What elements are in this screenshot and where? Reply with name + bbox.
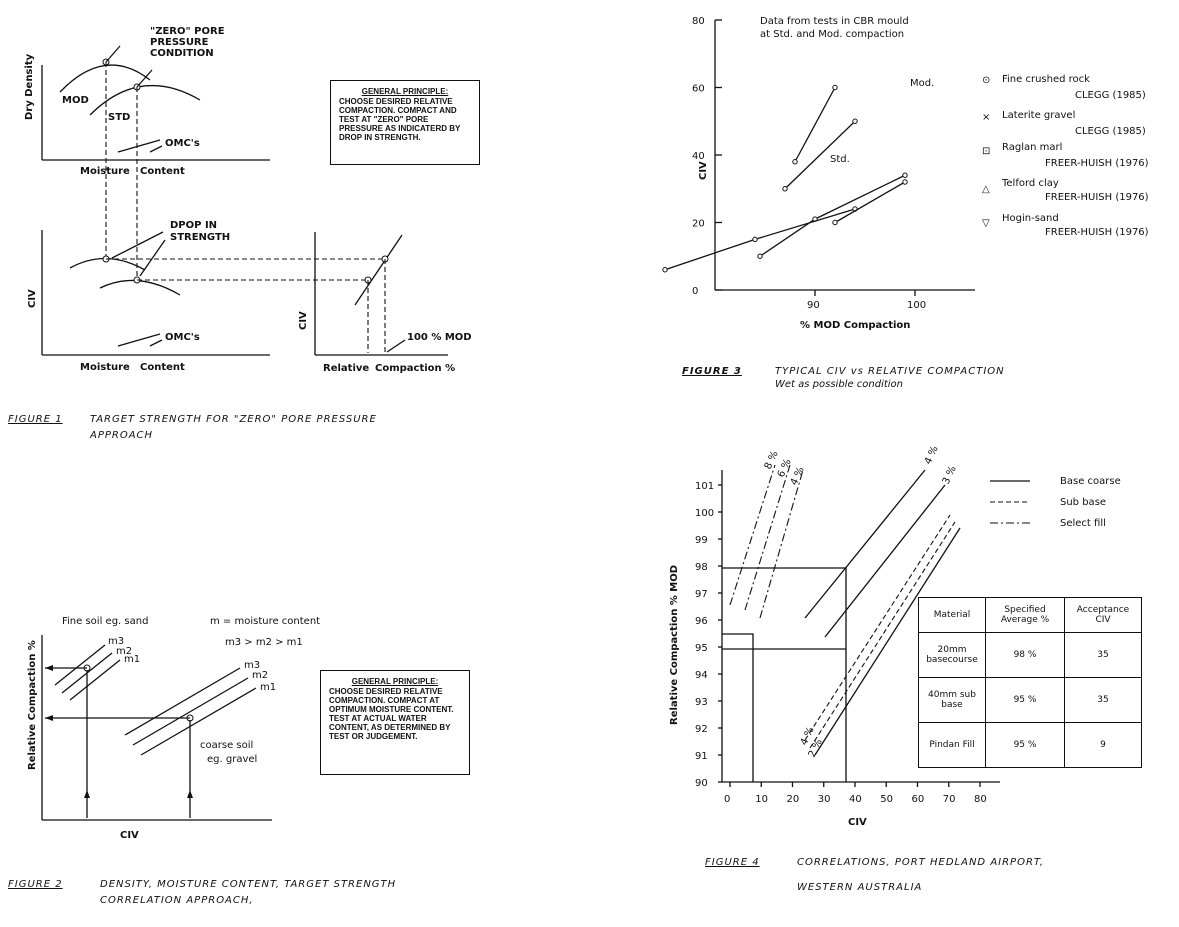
- fig3-data-point: [758, 254, 762, 258]
- fig1-principle-heading: GENERAL PRINCIPLE:: [361, 87, 449, 96]
- fig1-mod-label: MOD: [62, 95, 89, 106]
- fig3-legend-name-0: Fine crushed rock: [1002, 74, 1090, 85]
- fig2-coarse-up-arrow: [187, 790, 193, 798]
- table-cell: 95 %: [986, 678, 1065, 723]
- fig4-xtick-label: 0: [724, 794, 731, 805]
- fig1-civ-label: CIV: [27, 289, 38, 308]
- fig2-fine-m1-label: m1: [124, 654, 141, 665]
- fig3-ytick-label: 60: [692, 83, 705, 95]
- fig3-legend-symbol-3: △: [982, 184, 990, 195]
- fig2-principle-heading: GENERAL PRINCIPLE:: [351, 677, 439, 686]
- fig4-y-label: Relative Compaction % MOD: [669, 564, 680, 725]
- fig3-ticks: [692, 16, 926, 311]
- fig4-ytick-label: 96: [695, 616, 708, 627]
- fig1-compaction-label: Compaction %: [375, 363, 456, 374]
- fig3-ytick-label: 20: [692, 218, 705, 230]
- fig3-y-label: CIV: [698, 161, 709, 180]
- fig2-y-label: Relative Compaction %: [27, 640, 38, 770]
- fig3-ytick-label: 40: [692, 151, 705, 162]
- fig4-xtick-label: 20: [786, 794, 800, 805]
- fig1-caption-line-2: APPROACH: [90, 430, 154, 441]
- fig4-xtick-label: 40: [849, 794, 862, 805]
- fig4-ytick-label: 99: [695, 535, 708, 546]
- fig3-std-label: Std.: [830, 154, 850, 165]
- fig1-content-label: Content: [140, 166, 185, 177]
- table-cell: 95 %: [986, 723, 1065, 768]
- table-row: [919, 723, 1142, 768]
- fig3-caption-sub: Wet as possible condition: [775, 379, 904, 390]
- fig4-caption-line-1: CORRELATIONS, PORT HEDLAND AIRPORT,: [797, 857, 1045, 868]
- fig3-series-line: [795, 88, 835, 162]
- fig3-legend-source-3: FREER-HUISH (1976): [1045, 192, 1149, 203]
- fig3-legend-name-3: Telford clay: [1002, 178, 1059, 189]
- fig2-coarse-label-1: coarse soil: [200, 740, 254, 751]
- table-cell: 35: [1065, 678, 1142, 723]
- fig3-data-point: [903, 173, 907, 177]
- fig3-data-point: [753, 237, 757, 241]
- fig3-legend-symbol-4: ▽: [982, 218, 990, 229]
- fig3-legend-symbol-1: ×: [982, 112, 991, 123]
- fig1-caption-number: FIGURE 1: [8, 414, 63, 425]
- fig3-title-1: Data from tests in CBR mould: [760, 16, 909, 27]
- fig2-coarse-m1-label: m1: [260, 682, 277, 693]
- fig2-principle-text: CHOOSE DESIRED RELATIVE COMPACTION. COMPACT AT OPTIMUM MOISTURE CONTENT. TEST AT ACTUAL WATER CONTENT, AS DETERMINED BY TEST OR JUDGEMENT.: [329, 687, 454, 741]
- fig2-x-label: CIV: [120, 830, 139, 841]
- fig4-caption-number: FIGURE 4: [705, 857, 760, 868]
- fig4-xtick-label: 80: [974, 794, 987, 805]
- figure-3: [663, 16, 1149, 390]
- fig4-xtick-label: 70: [942, 794, 956, 805]
- fig1-drop-label-2: STRENGTH: [170, 232, 231, 243]
- fig2-coarse-m3-line: [125, 668, 240, 735]
- fig3-title-2: at Std. and Mod. compaction: [760, 29, 905, 40]
- fig3-caption-text: TYPICAL CIV vs RELATIVE COMPACTION: [775, 366, 1005, 377]
- fig2-m-order: m3 > m2 > m1: [225, 637, 303, 648]
- fig3-data-point: [853, 119, 857, 123]
- fig2-caption-line-2: CORRELATION APPROACH,: [100, 895, 254, 906]
- table-cell: 20mm basecourse: [919, 633, 986, 678]
- fig4-legend-sub: Sub base: [1060, 497, 1107, 508]
- fig1-100mod-label: 100 % MOD: [407, 332, 472, 343]
- fig1-civ-label-2: CIV: [298, 311, 309, 330]
- fig4-ytick-label: 100: [695, 508, 715, 519]
- fig1-caption-line-1: TARGET STRENGTH FOR "ZERO" PORE PRESSURE: [90, 414, 377, 425]
- fig4-acceptance-table: [918, 597, 1142, 768]
- fig4-base-4-label: 4 %: [922, 444, 941, 467]
- fig2-coarse-label-2: eg. gravel: [207, 754, 258, 765]
- fig2-caption-number: FIGURE 2: [8, 879, 63, 890]
- fig3-data-point: [783, 187, 787, 191]
- fig4-xtick-label: 10: [755, 794, 768, 805]
- fig1-omc-label: OMC's: [165, 138, 200, 149]
- fig3-data-point: [903, 180, 907, 184]
- fig3-data-point: [833, 220, 837, 224]
- fig4-ytick-label: 92: [695, 724, 708, 735]
- fig1-omc-pointer-2: [150, 146, 162, 152]
- fig1-100mod-pointer: [387, 340, 405, 352]
- fig1-moisture-label-2: Moisture: [80, 362, 130, 373]
- fig1-drop-label-1: DPOP IN: [170, 220, 218, 231]
- fig4-ref-98: [722, 568, 846, 782]
- fig2-m-definition: m = moisture content: [210, 616, 321, 627]
- fig4-fill-4-label: 4 %: [788, 465, 807, 488]
- fig4-ytick-label: 97: [695, 589, 708, 600]
- fig1-drop-pointer-2: [140, 240, 165, 276]
- fig1-principle-box: [330, 80, 480, 165]
- fig3-legend-name-4: Hogin-sand: [1002, 213, 1059, 224]
- fig3-xtick-label: 100: [907, 300, 927, 311]
- fig3-legend-symbol-0: ⊙: [982, 75, 991, 86]
- fig1-omc2-pointer-2: [150, 340, 162, 346]
- fig4-low-2-label: 2 %: [806, 737, 825, 760]
- fig4-ytick-label: 95: [695, 643, 708, 654]
- fig4-xtick-label: 60: [911, 794, 925, 805]
- fig3-legend-source-0: CLEGG (1985): [1075, 90, 1146, 101]
- fig4-ytick-label: 101: [695, 481, 715, 492]
- fig3-ytick-label: 80: [692, 16, 705, 27]
- fig4-fill-6-label: 6 %: [775, 457, 794, 480]
- fig3-mod-label: Mod.: [910, 78, 935, 89]
- fig4-xtick-label: 50: [880, 794, 893, 805]
- fig2-fine-left-arrow: [45, 665, 53, 671]
- fig1-std-strength-curve: [100, 280, 180, 295]
- fig1-content-label-2: Content: [140, 362, 185, 373]
- fig3-series-line: [835, 182, 905, 223]
- fig3-data-point: [833, 85, 837, 89]
- fig3-legend-symbol-2: ⊡: [982, 146, 991, 157]
- fig2-fine-m3-label: m3: [108, 636, 125, 647]
- fig3-x-label: % MOD Compaction: [800, 320, 911, 331]
- table-cell: 98 %: [986, 633, 1065, 678]
- fig3-caption-number: FIGURE 3: [682, 366, 742, 377]
- fig3-data-point: [793, 160, 797, 164]
- fig1-omc-label-2: OMC's: [165, 332, 200, 343]
- fig4-ytick-label: 90: [695, 778, 708, 789]
- fig3-legend-source-4: FREER-HUISH (1976): [1045, 227, 1149, 238]
- fig2-fine-m2-label: m2: [116, 646, 133, 657]
- fig4-ytick-label: 93: [695, 697, 708, 708]
- fig2-coarse-left-arrow: [45, 715, 53, 721]
- fig4-ytick-label: 91: [695, 751, 708, 762]
- fig1-moisture-label: Moisture: [80, 166, 130, 177]
- fig3-legend-source-2: FREER-HUISH (1976): [1045, 158, 1149, 169]
- fig2-fine-soil-label: Fine soil eg. sand: [62, 616, 149, 627]
- fig1-std-label: STD: [108, 112, 131, 123]
- fig4-ref-95-5: [722, 634, 753, 782]
- fig2-caption-line-1: DENSITY, MOISTURE CONTENT, TARGET STRENGTH: [100, 879, 397, 890]
- fig4-x-label: CIV: [848, 817, 867, 828]
- fig4-fill-8-label: 8 %: [762, 449, 781, 472]
- table-cell: Pindan Fill: [919, 723, 986, 768]
- fig1-relative-label: Relative: [323, 363, 370, 374]
- fig2-principle-box: [320, 670, 470, 775]
- fig2-fine-up-arrow: [84, 790, 90, 798]
- fig4-ytick-label: 94: [695, 670, 708, 681]
- fig3-xtick-label: 90: [807, 300, 820, 311]
- fig1-zero-label-3: CONDITION: [150, 48, 214, 59]
- fig3-ytick-label: 0: [692, 286, 699, 297]
- fig4-caption-line-2: WESTERN AUSTRALIA: [797, 882, 923, 893]
- fig4-ytick-label: 98: [695, 562, 708, 573]
- table-header-average: Specified Average %: [986, 598, 1065, 633]
- fig3-legend-name-1: Laterite gravel: [1002, 110, 1076, 121]
- table-row: [919, 678, 1142, 723]
- fig3-legend: [982, 74, 1149, 238]
- fig4-low-4-label: 4 %: [798, 725, 817, 748]
- table-header-civ: Acceptance CIV: [1065, 598, 1142, 633]
- fig1-strength-compaction-line: [355, 235, 402, 305]
- fig1-zero-label-1: "ZERO" PORE: [150, 26, 225, 37]
- fig2-coarse-m2-label: m2: [252, 670, 269, 681]
- fig1-zero-label-2: PRESSURE: [150, 37, 209, 48]
- fig1-dry-density-label: Dry Density: [24, 53, 35, 120]
- fig3-data-point: [663, 268, 667, 272]
- fig2-coarse-m3-label: m3: [244, 660, 261, 671]
- table-cell: 9: [1065, 723, 1142, 768]
- fig1-zero-pointer: [106, 46, 120, 62]
- fig3-legend-name-2: Raglan marl: [1002, 142, 1063, 153]
- table-row: [919, 633, 1142, 678]
- table-header-row: [919, 598, 1142, 633]
- fig4-legend-fill: Select fill: [1060, 518, 1106, 529]
- table-cell: 40mm sub base: [919, 678, 986, 723]
- fig3-legend-source-1: CLEGG (1985): [1075, 126, 1146, 137]
- table-cell: 35: [1065, 633, 1142, 678]
- fig4-xtick-label: 30: [817, 794, 831, 805]
- fig1-principle-text: CHOOSE DESIRED RELATIVE COMPACTION. COMPACT AND TEST AT "ZERO" PORE PRESSURE AS INDICATERD BY DROP IN STRENGTH.: [339, 97, 461, 142]
- table-header-material: Material: [919, 598, 986, 633]
- fig4-base-3-label: 3 %: [940, 464, 959, 487]
- fig4-legend-base: Base coarse: [1060, 476, 1121, 487]
